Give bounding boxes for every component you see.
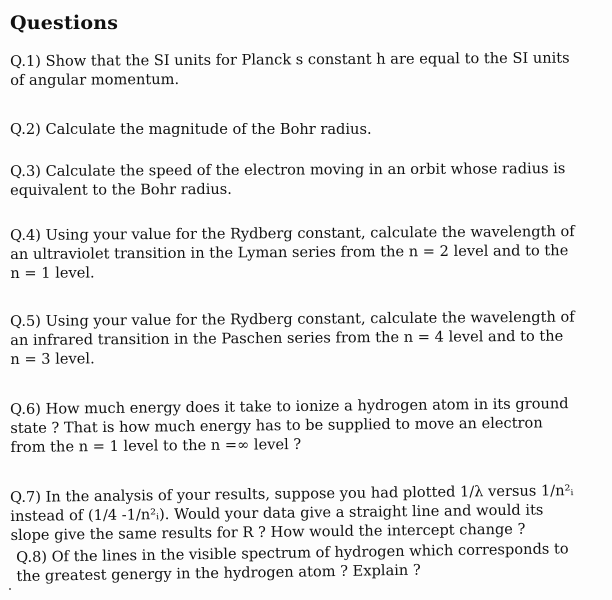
question-4 [10,222,588,283]
question-7-line-1: Q.7) In the analysis of your results, suppose you had plotted 1/λ versus 1/n²ᵢ [10,482,574,506]
question-3 [10,159,588,200]
question-5-line-2: an infrared transition in the Paschen series from the n = 4 level and to the [10,327,564,349]
question-2-line-1: Q.2) Calculate the magnitude of the Bohr radius. [10,121,372,138]
question-1-line-2: of angular momentum. [10,70,180,89]
question-4-line-2: an ultraviolet transition in the Lyman series from the n = 2 level and to the [10,242,569,263]
question-5-line-3: n = 3 level. [10,350,95,368]
question-1-line-1: Q.1) Show that the SI units for Planck s constant h are equal to the SI units [10,49,570,70]
question-1 [10,48,588,90]
question-8-line-2: the greatest genergy in the hydrogen atom ? Explain ? [16,561,421,585]
scan-speck [9,588,11,590]
question-6-line-2: state ? That is how much energy has to be supplied to move an electron [10,414,543,437]
question-3-line-1: Q.3) Calculate the speed of the electron moving in an orbit whose radius is [10,160,566,180]
question-6-line-1: Q.6) How much energy does it take to ionize a hydrogen atom in its ground [10,395,569,418]
question-8 [16,539,587,586]
page-title: Questions [10,12,119,34]
question-5 [10,307,588,369]
question-7 [10,481,589,545]
question-4-line-1: Q.4) Using your value for the Rydberg constant, calculate the wavelength of [10,223,575,244]
question-2 [10,120,588,139]
question-5-line-1: Q.5) Using your value for the Rydberg constant, calculate the wavelength of [10,308,575,330]
question-8-line-1: Q.8) Of the lines in the visible spectrum of hydrogen which corresponds to [16,540,569,566]
question-7-line-3: slope give the same results for R ? How would the intercept change ? [10,520,526,544]
question-7-line-2: instead of (1/4 -1/n²ᵢ). Would your data give a straight line and would its [10,501,544,525]
question-6-line-3: from the n = 1 level to the n =∞ level ? [10,435,302,456]
question-4-line-3: n = 1 level. [10,264,95,282]
question-3-line-2: equivalent to the Bohr radius. [10,180,232,199]
question-6 [10,394,589,457]
